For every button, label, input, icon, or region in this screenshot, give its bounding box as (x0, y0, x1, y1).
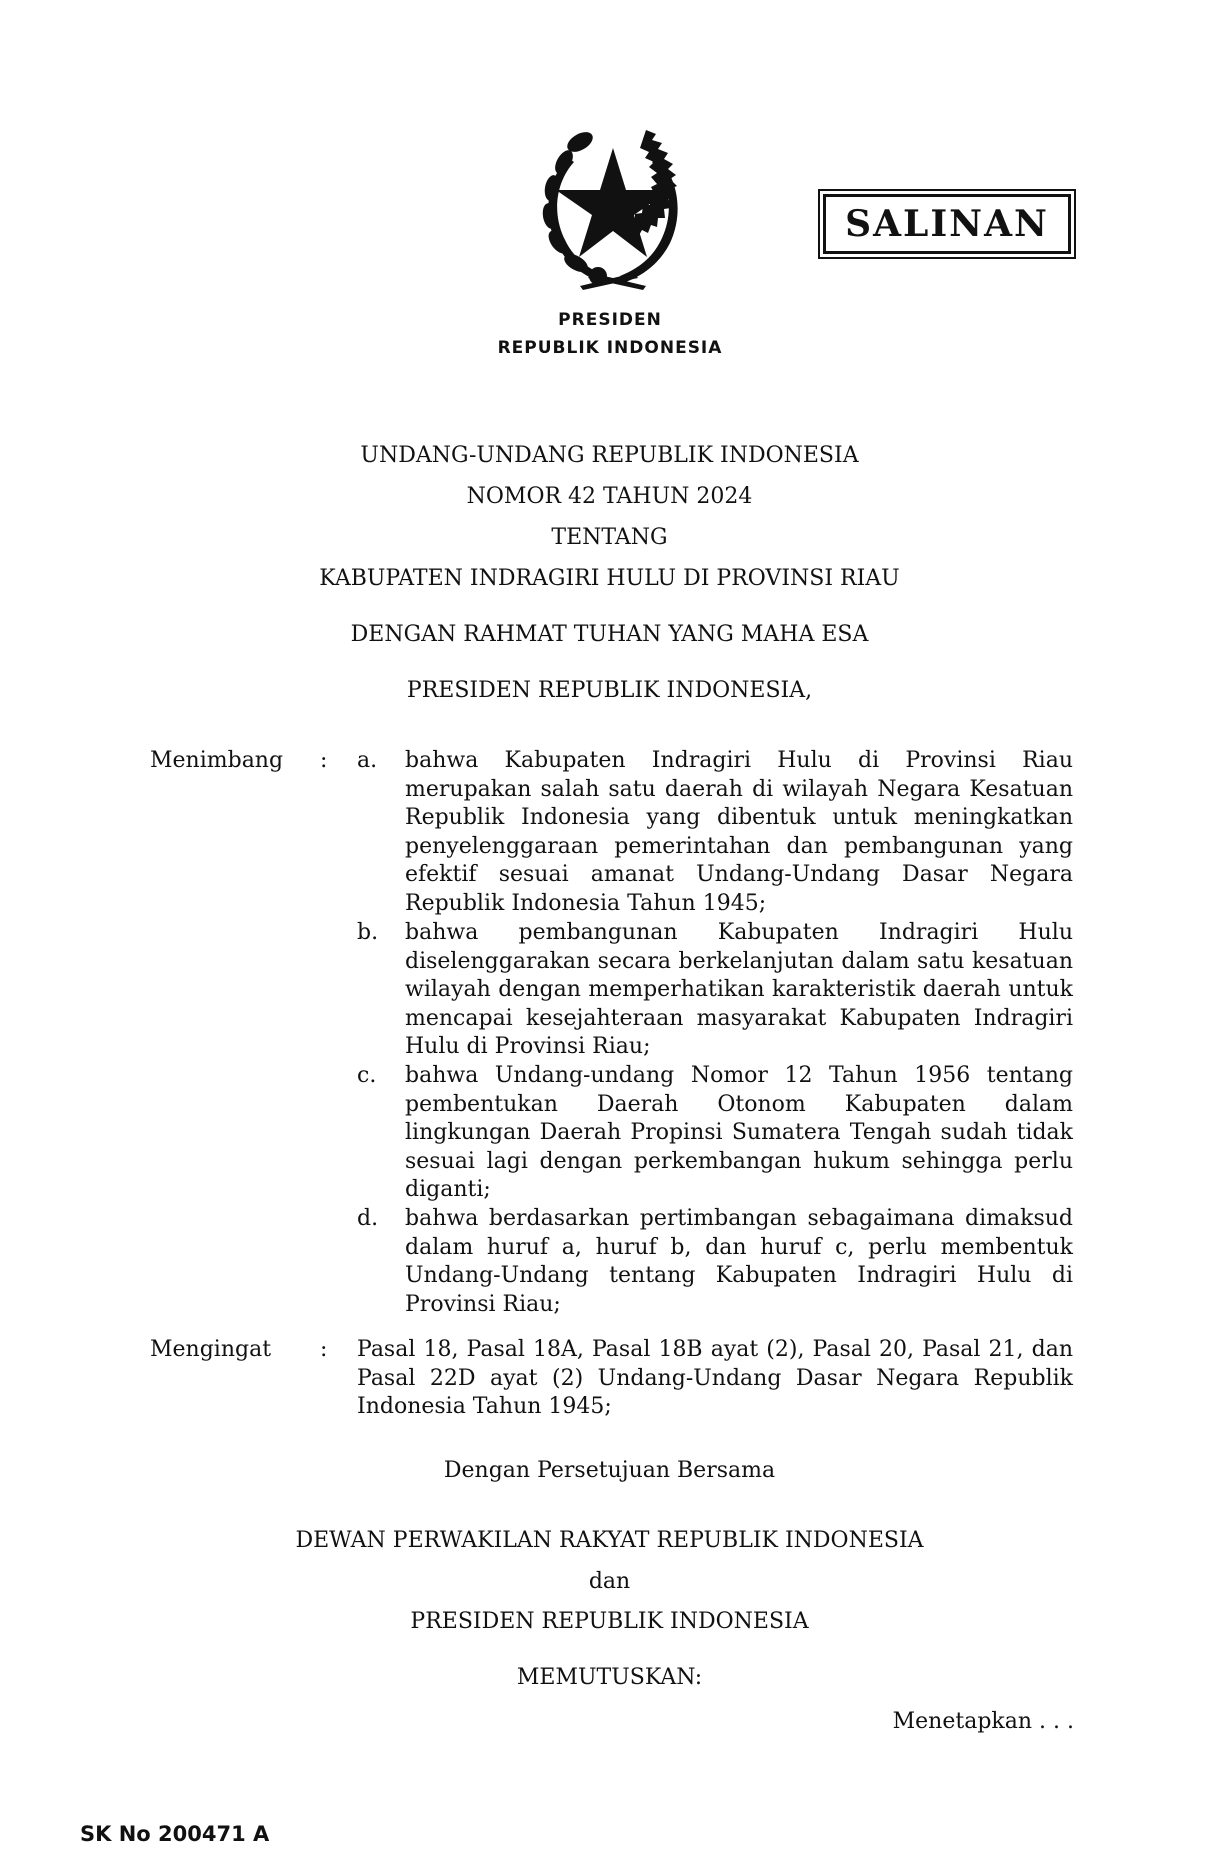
emblem-caption-presiden: PRESIDEN (558, 310, 662, 330)
presiden-closing-line: PRESIDEN REPUBLIK INDONESIA (410, 1609, 809, 1634)
law-number: NOMOR 42 TAHUN 2024 (466, 484, 753, 509)
menetapkan-continuation: Menetapkan . . . (892, 1709, 1074, 1734)
persetujuan-line: Dengan Persetujuan Bersama (443, 1458, 776, 1483)
law-tentang: TENTANG (551, 525, 668, 550)
menimbang-colon: : (320, 748, 328, 773)
menimbang-item-b: bahwa pembangunan Kabupaten Indragiri Hulu diselenggarakan secara berkelanjutan dalam satu kesatuan wilayah dengan memperhatikan karakteristik daerah untuk mencapai kesejahteraan masyarakat Kabupaten Indragiri Hulu di Provinsi Riau; (405, 920, 1073, 1060)
sk-number: SK No 200471 A (80, 1822, 270, 1846)
menimbang-letter-d: d. (357, 1206, 379, 1231)
menimbang-item-d: bahwa berdasarkan pertimbangan sebagaimana dimaksud dalam huruf a, huruf b, dan huruf c, perlu membentuk Undang-Undang tentang Kabupaten Indragiri Hulu di Provinsi Riau; (405, 1206, 1073, 1317)
rahmat-line: DENGAN RAHMAT TUHAN YANG MAHA ESA (350, 622, 869, 647)
presidential-emblem-icon (528, 118, 698, 293)
emblem-caption-republik: REPUBLIK INDONESIA (497, 338, 723, 358)
menimbang-item-c: bahwa Undang-undang Nomor 12 Tahun 1956 tentang pembentukan Daerah Otonom Kabupaten dalam lingkungan Daerah Propinsi Sumatera Tengah sudah tidak sesuai lagi dengan perkembangan hukum sehingga perlu diganti; (405, 1063, 1073, 1203)
menimbang-letter-a: a. (357, 748, 378, 773)
law-title: UNDANG-UNDANG REPUBLIK INDONESIA (360, 443, 859, 468)
law-subject: KABUPATEN INDRAGIRI HULU DI PROVINSI RIAU (319, 566, 900, 591)
menimbang-letter-c: c. (357, 1063, 377, 1088)
menimbang-item-a: bahwa Kabupaten Indragiri Hulu di Provinsi Riau merupakan salah satu daerah di wilayah Negara Kesatuan Republik Indonesia yang dibentuk untuk meningkatkan penyelenggaraan pemerintahan dan pembangunan yang efektif sesuai amanat Undang-Undang Dasar Negara Republik Indonesia Tahun 1945; (405, 748, 1073, 916)
presiden-line: PRESIDEN REPUBLIK INDONESIA, (406, 678, 813, 703)
memutuskan-line: MEMUTUSKAN: (516, 1665, 703, 1690)
mengingat-colon: : (320, 1337, 328, 1362)
mengingat-text: Pasal 18, Pasal 18A, Pasal 18B ayat (2), Pasal 20, Pasal 21, dan Pasal 22D ayat (2) Undang-Undang Dasar Negara Republik Indonesia Tahun 1945; (357, 1337, 1073, 1420)
mengingat-label: Mengingat (150, 1337, 272, 1362)
dan-line: dan (588, 1569, 631, 1594)
salinan-stamp: SALINAN (823, 194, 1071, 254)
menimbang-letter-b: b. (357, 920, 379, 945)
dpr-line: DEWAN PERWAKILAN RAKYAT REPUBLIK INDONESIA (295, 1528, 924, 1553)
menimbang-label: Menimbang (150, 748, 284, 773)
